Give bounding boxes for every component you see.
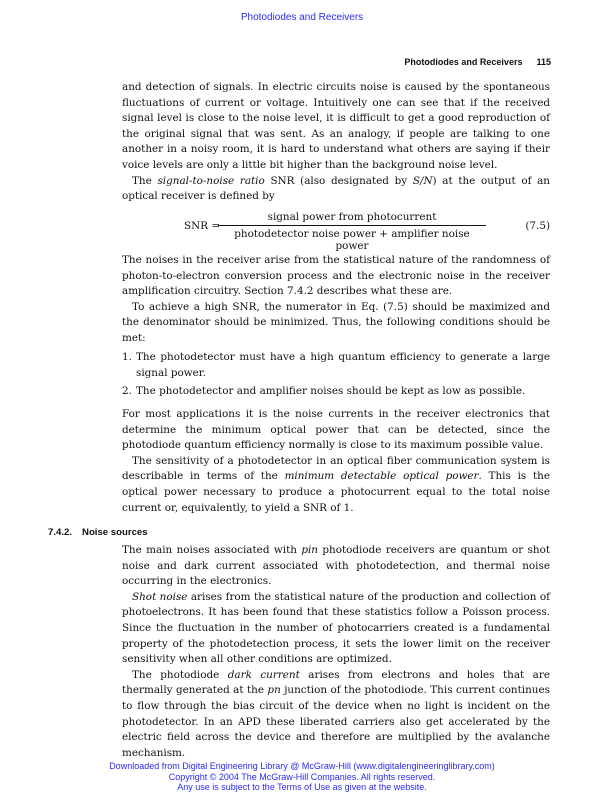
equation-lhs: SNR = bbox=[184, 220, 221, 232]
list-item bbox=[122, 350, 550, 381]
list-item bbox=[122, 384, 550, 400]
list-item-text: The photodetector must have a high quantum efficiency to generate a large signal power. bbox=[136, 351, 550, 379]
equation-denominator: photodetector noise power + amplifier noise power bbox=[234, 228, 470, 252]
text-block-sensitivity bbox=[122, 407, 550, 516]
equation-number: (7.5) bbox=[525, 220, 550, 232]
equation-7-5 bbox=[122, 208, 550, 252]
text-block-upper bbox=[122, 80, 550, 205]
paragraph-main-noises: The main noises associated with pin photodiode receivers are quantum or shot noise and dark current associated with photodetection, and thermal noise occurring in the electronics. bbox=[122, 544, 550, 588]
paragraph-noise-currents: For most applications it is the noise currents in the receiver electronics that determine the minimum optical power that can be detected, since the photodiode quantum efficiency normally is close to its maximum possible value. bbox=[122, 408, 550, 452]
footer-notice bbox=[0, 761, 604, 793]
paragraph-snr-definition: The signal-to-noise ratio SNR (also designated by S/N) at the output of an optical receiver is defined by bbox=[122, 174, 550, 203]
section-heading bbox=[48, 527, 148, 538]
conditions-list bbox=[122, 350, 550, 400]
paragraph-noise-intro: and detection of signals. In electric circuits noise is caused by the spontaneous fluctuations of current or voltage. Intuitively one can see that if the received signal level is close to the noise level, it is difficult to get a good reproduction of the original signal that was sent. As an analogy, if people are talking to one another in a noisy room, it is hard to understand what others are saying if their voice levels are only a little bit higher than the background noise level. bbox=[122, 81, 550, 171]
running-header bbox=[404, 57, 551, 67]
running-title: Photodiodes and Receivers bbox=[404, 57, 523, 67]
equation-fraction bbox=[218, 211, 486, 252]
text-block-noise-sources bbox=[122, 543, 550, 761]
list-item-text: The photodetector and amplifier noises should be kept as low as possible. bbox=[136, 385, 526, 398]
paragraph-shot-noise: Shot noise arises from the statistical nature of the production and collection of photoelectrons. It has been found that these statistics follow a Poisson process. Since the fluctuation in the number of photocarriers created is a fundamental property of the photodetection process, it sets the lower limit on the receiver sensitivity when all other conditions are optimized. bbox=[122, 590, 551, 666]
list-item-number: 2. bbox=[122, 385, 132, 398]
paragraph-high-snr: To achieve a high SNR, the numerator in Eq. (7.5) should be maximized and the denominator should be minimized. Thus, the following conditions should be met: bbox=[122, 300, 550, 344]
paragraph-noise-origin: The noises in the receiver arise from the statistical nature of the randomness of photon-to-electron conversion process and the electronic noise in the receiver amplification circuitry. Section 7.4.2 describes what these are. bbox=[122, 254, 550, 298]
footer-copyright: Copyright © 2004 The McGraw-Hill Companies. All rights reserved. bbox=[168, 771, 436, 782]
top-header-link[interactable]: Photodiodes and Receivers bbox=[240, 12, 364, 23]
text-block-middle bbox=[122, 253, 550, 347]
equation-numerator: signal power from photocurrent bbox=[218, 211, 486, 226]
section-title: Noise sources bbox=[82, 527, 148, 538]
list-item-number: 1. bbox=[122, 351, 132, 363]
paragraph-dark-current: The photodiode dark current arises from electrons and holes that are thermally generated at the pn junction of the photodiode. This current continues to flow through the bias circuit of the device when no light is incident on the photodetector. In an APD these liberated carriers also get accelerated by the electric field across the device and therefore are multiplied by the avalanche mechanism. bbox=[122, 668, 550, 759]
paragraph-minimum-detectable-power: The sensitivity of a photodetector in an optical fiber communication system is describable in terms of the minimum detectable optical power. This is the optical power necessary to produce a photocurrent equal to the total noise current or, equivalently, to yield a SNR of 1. bbox=[122, 454, 550, 514]
footer-terms: Any use is subject to the Terms of Use as given at the website. bbox=[177, 782, 427, 792]
footer-download-link[interactable]: Downloaded from Digital Engineering Library @ McGraw-Hill (www.digitalengineeringlibrary.com) bbox=[109, 761, 495, 771]
page-number: 115 bbox=[536, 57, 551, 67]
section-number: 7.4.2. bbox=[48, 527, 73, 538]
